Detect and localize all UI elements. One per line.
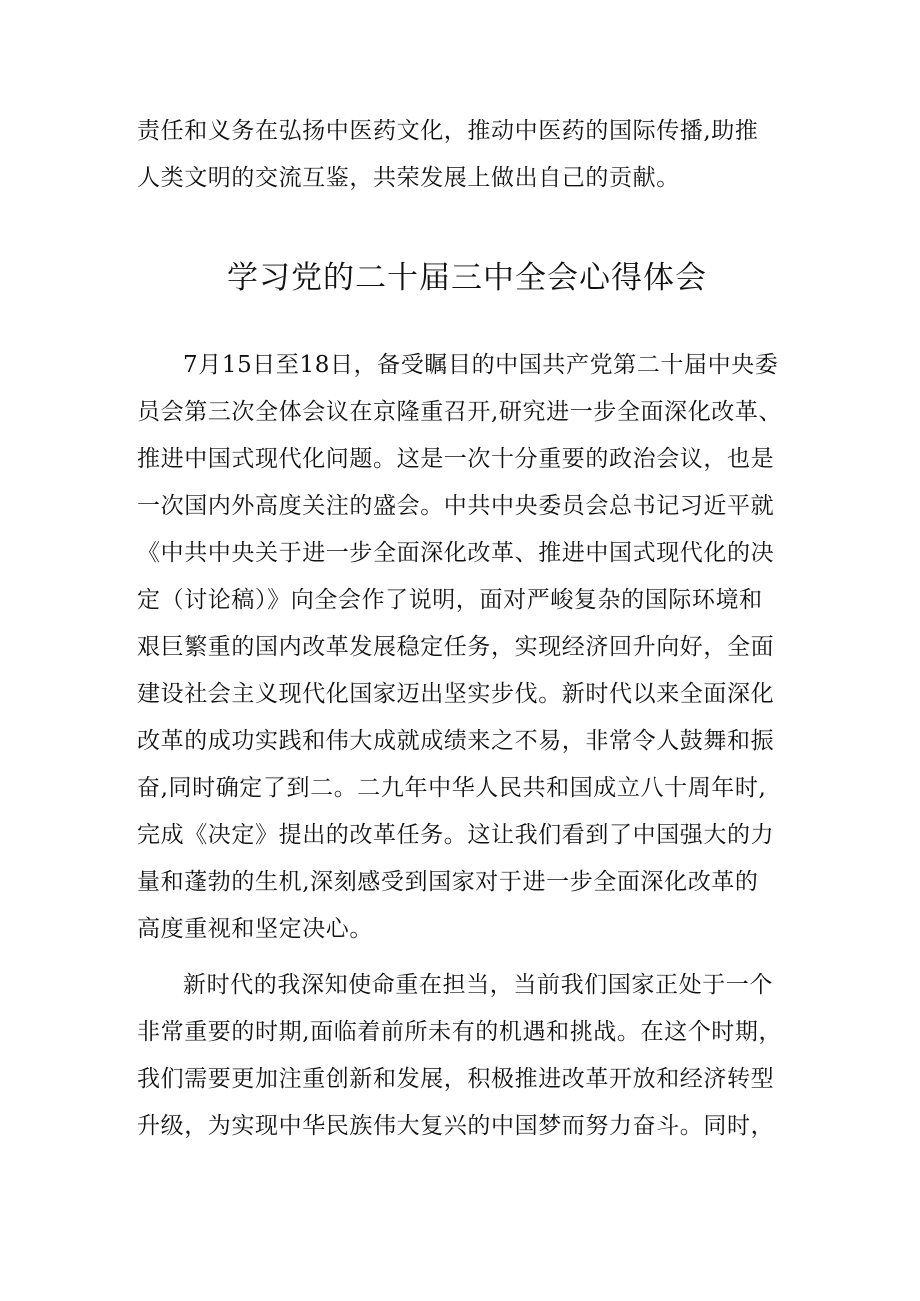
document-body <box>137 108 797 1150</box>
text-line: 一次国内外高度关注的盛会。中共中央委员会总书记习近平就 <box>137 493 775 519</box>
paragraph-1 <box>137 342 797 953</box>
text-line: 员会第三次全体会议在京隆重召开,研究进一步全面深化改革、 <box>137 399 783 425</box>
text-line: 改革的成功实践和伟大成就成绩来之不易，非常令人鼓舞和振 <box>137 728 775 754</box>
text-line: 新时代的我深知使命重在担当，当前我们国家正处于一个 <box>183 972 773 998</box>
text-line: 推进中国式现代化问题。这是一次十分重要的政治会议，也是 <box>137 446 775 472</box>
text-line: 人类文明的交流互鉴，共荣发展上做出自己的贡献。 <box>137 165 680 191</box>
text-line: 奋,同时确定了到二。二九年中华人民共和国成立八十周年时, <box>137 775 767 801</box>
intro-paragraph <box>137 108 797 202</box>
paragraph-gap <box>137 953 797 962</box>
text-line: 非常重要的时期,面临着前所未有的机遇和挑战。在这个时期， <box>137 1019 783 1045</box>
text-line: 《中共中央关于进一步全面深化改革、推进中国式现代化的决 <box>137 540 775 566</box>
text-line: 责任和义务在弘扬中医药文化，推动中医药的国际传播,助推 <box>137 118 759 144</box>
text-line: 艰巨繁重的国内改革发展稳定任务，实现经济回升向好，全面 <box>137 634 775 660</box>
text-line: 高度重视和坚定决心。 <box>137 916 373 942</box>
text-line: 我们需要更加注重创新和发展，积极推进改革开放和经济转型 <box>137 1066 775 1092</box>
text-line: 建设社会主义现代化国家迈出坚实步伐。新时代以来全面深化 <box>137 681 775 707</box>
text-line: 定（讨论稿）》向全会作了说明，面对严峻复杂的国际环境和 <box>137 587 763 613</box>
text-line: 完成《决定》提出的改革任务。这让我们看到了中国强大的力 <box>137 822 775 848</box>
text-line: 量和蓬勃的生机,深刻感受到国家对于进一步全面深化改革的 <box>137 869 759 895</box>
text-line: 7月15日至18日，备受瞩目的中国共产党第二十届中央委 <box>183 352 779 378</box>
document-title: 学习党的二十届三中全会心得体会 <box>227 260 707 296</box>
paragraph-2 <box>137 962 797 1150</box>
text-line: 升级，为实现中华民族伟大复兴的中国梦而努力奋斗。同时， <box>137 1113 775 1139</box>
